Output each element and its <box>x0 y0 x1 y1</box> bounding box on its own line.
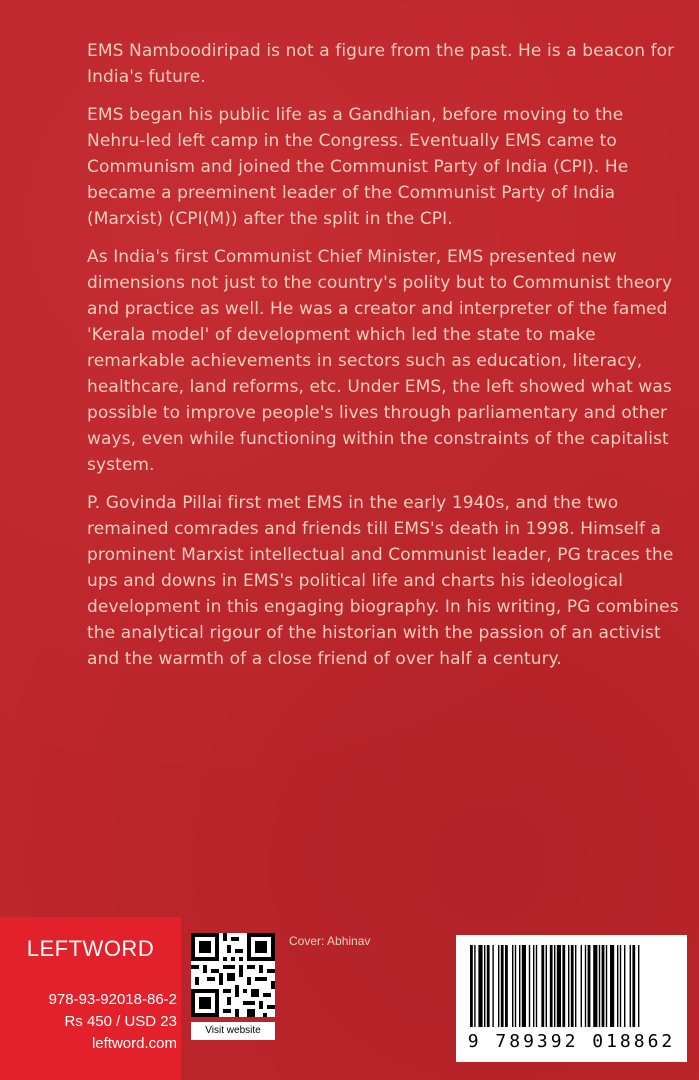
blurb-paragraph-4: P. Govinda Pillai first met EMS in the early 1940s, and the two remained comrades and friends till EMS's death in 1998. Himself a prominent Marxist intellectual and Communist leader, PG traces the ups and downs in EMS's political life and charts his ideological development in this engaging biography. In his writing, PG combines the analytical rigour of the historian with the passion of an activist and the warmth of a close friend of over half a century. <box>87 493 679 669</box>
cover-credit: Cover: Abhinav <box>289 934 371 948</box>
publisher-logo: LEFTWORD <box>26 936 155 961</box>
website-text: leftword.com <box>91 1035 177 1052</box>
blurb-text <box>87 38 687 684</box>
price-text: Rs 450 / USD 23 <box>64 1013 177 1030</box>
qr-block <box>191 933 275 1065</box>
blurb-paragraph-1: EMS Namboodiripad is not a figure from the past. He is a beacon for India's future. <box>87 41 675 87</box>
qr-label: Visit website <box>191 1022 275 1040</box>
blurb-paragraph-2: EMS began his public life as a Gandhian, before moving to the Nehru-led left camp in the Congress. Eventually EMS came to Communism and joined the Communist Party of India (CPI). He became a preeminent leader of the Communist Party of India (Marxist) (CPI(M)) after the split in the CPI. <box>87 105 629 229</box>
barcode-digits: 9 789392 018862 <box>467 1031 676 1052</box>
isbn-text: 978-93-92018-86-2 <box>48 991 177 1008</box>
blurb-paragraph-3: As India's first Communist Chief Minister, EMS presented new dimensions not just to the country's polity but to Communist theory and practice as well. He was a creator and interpreter of the famed 'Kerala model' of development which led the state to make remarkable achievements in sectors such as education, literacy, healthcare, land reforms, etc. Under EMS, the left showed what was possible to improve people's lives through parliamentary and other ways, even while functioning within the constraints of the capitalist system. <box>87 247 673 475</box>
qr-code-icon <box>191 933 275 1017</box>
